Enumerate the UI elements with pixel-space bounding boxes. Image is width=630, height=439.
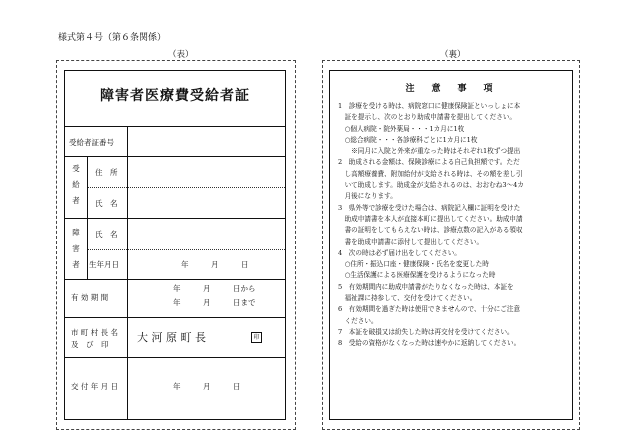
divider [65, 279, 285, 280]
back-card [329, 70, 573, 420]
notice-line: ○総合病院・・・各診療科ごとに1カ月に1枚 [338, 135, 478, 144]
divider [87, 187, 285, 188]
notice-line: ※同月に入院と外来が重なった時はそれぞれ1枚ずつ提出 [338, 147, 521, 156]
divider [65, 156, 285, 157]
recipient-group-label: 受給者 [72, 164, 80, 205]
notice-line: 助成申請書を本人が直接本町に提出してください。助成申請 [338, 214, 523, 223]
notice-title: 注 意 事 項 [405, 84, 497, 94]
mayor-value: 大 河 原 町 長 [137, 331, 206, 344]
notice-line: 書の証明をしてもらえない時は、診療点数の記入がある領収 [338, 226, 523, 235]
divider [87, 249, 285, 250]
divider [65, 357, 285, 358]
disabled-group-label: 障害者 [72, 228, 80, 269]
notice-line: 1 診療を受ける時は、病院窓口に健康保険証といっしょに本 [338, 102, 521, 110]
notice-line: 8 受給の資格がなくなった時は速やかに返納してください。 [338, 339, 521, 348]
official-seal: 印 [251, 332, 262, 343]
validity-from: 年 月 日から [173, 284, 256, 293]
recipient-number-label: 受給者証番号 [69, 138, 114, 147]
validity-to: 年 月 日まで [173, 298, 256, 307]
notice-line: 福祉課に持参して、交付を受けてください。 [338, 294, 477, 303]
notice-line: 2 助成される金額は、保険診療による自己負担額です。ただ [338, 158, 520, 167]
notice-line: 7 本証を破損又は紛失した時は再交付を受けてください。 [338, 327, 514, 336]
disabled-name-label: 氏 名 [95, 230, 118, 239]
divider [65, 317, 285, 318]
address-label: 住 所 [95, 168, 118, 177]
notice-body [338, 101, 566, 350]
divider [65, 126, 285, 127]
mayor-label-1: 市 町 村 長 名 [71, 328, 119, 337]
mayor-label-2: 及 び 印 [71, 340, 109, 349]
notice-line: し高額療養費、附加給付が支給される時は、その額を差し引 [338, 169, 523, 178]
notice-line: 月後になります。 [338, 192, 397, 201]
front-label: （表） [168, 50, 194, 60]
notice-line: ください。 [338, 316, 378, 325]
issue-date-value: 年 月 日 [173, 382, 241, 391]
validity-label: 有 効 期 間 [71, 293, 109, 302]
notice-line: 書を助成申請書に添付して提出してください。 [338, 237, 484, 246]
front-card [64, 70, 286, 420]
notice-line: ○住所・振込口座・健康保険・氏名を変更した時 [338, 260, 489, 269]
name-label: 氏 名 [95, 199, 118, 208]
notice-line: いて助成します。助成金が支給されるのは、おおむね3〜4カ [338, 181, 524, 190]
notice-line: 6 有効期間を過ぎた時は使用できませんので、十分にご注意 [338, 305, 521, 314]
notice-line: ○個人病院・院外薬局・・・1カ月に1枚 [338, 124, 465, 133]
notice-line: 証を提示し、次のとおり助成申請書を提出してください。 [338, 113, 517, 122]
notice-line: 3 県外等で診療を受けた場合は、病院記入欄に証明を受けた [338, 203, 521, 212]
divider [65, 218, 285, 219]
birthdate-label: 生年月日 [89, 260, 119, 269]
column-divider [87, 156, 88, 279]
form-number: 様式第４号（第６条関係） [58, 33, 167, 43]
back-label: （裏） [440, 50, 466, 60]
birthdate-value: 年 月 日 [181, 260, 249, 269]
notice-line: 4 次の時は必ず届け出をしてください。 [338, 248, 461, 257]
issue-date-label: 交 付 年 月 日 [71, 382, 119, 391]
card-title: 障害者医療費受給者証 [100, 88, 250, 104]
notice-line: ○生活保護による医療保護を受けるようになった時 [338, 271, 496, 280]
column-divider [127, 126, 128, 419]
notice-line: 5 有効期間内に助成申請書がたりなくなった時は、本証を [338, 282, 514, 291]
